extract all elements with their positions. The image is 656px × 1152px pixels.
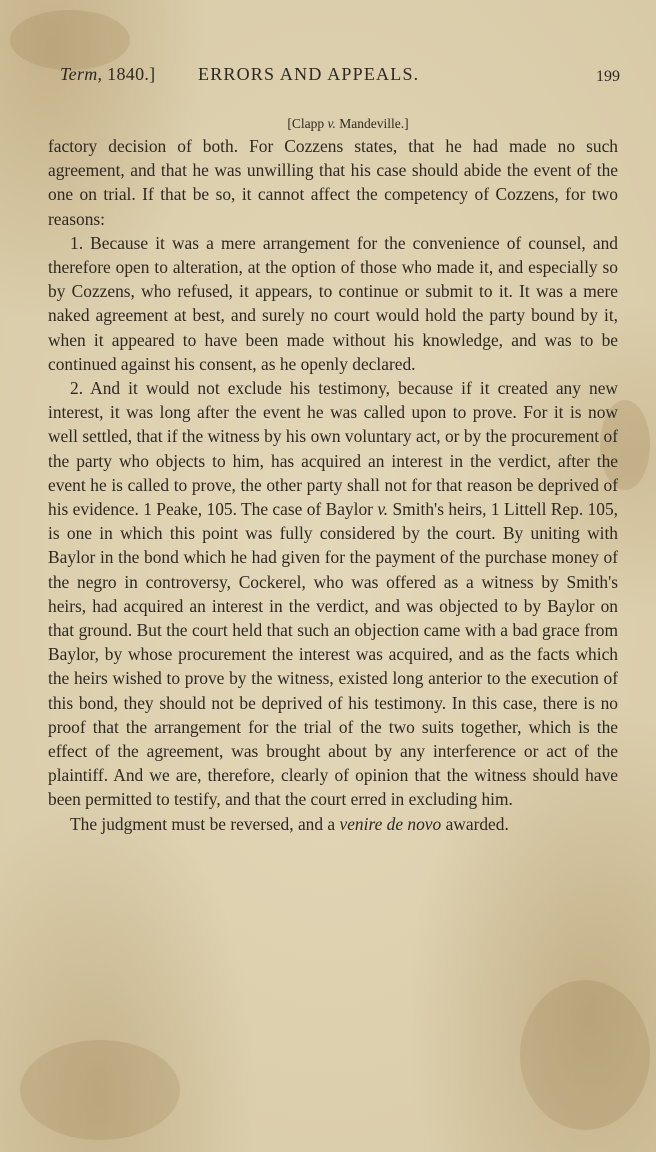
running-head — [60, 64, 620, 90]
court-name: ERRORS AND APPEALS. — [198, 64, 420, 84]
reason-two-part-b: Smith's heirs, 1 Littell Rep. 105, is one in which this point was fully considered by the court. By uniting with Baylor in the bond which he had given for the payment of the purchase money of the negro in controversy, Cockerel, who was offered as a witness by Smith's heirs, had acquired an interest in the verdict, and was objected to by Baylor on that ground. But the court held that such an objection came with a bad grace from Baylor, by whose procurement the interest was acquired, and as the facts which the heirs wished to prove by the witness, existed long anterior to the execution of this bond, they should not be deprived of his testimony. In this case, there is no proof that the arrangement for the trial of the two suits together, which is the effect of the agreement, was brought about by any interference or act of the plaintiff. And we are, therefore, clearly of opinion that the witness should have been permitted to testify, and that the court erred in excluding him. — [48, 499, 618, 810]
caption-defendant: Mandeville.] — [339, 116, 409, 131]
paper-stain — [20, 1040, 180, 1140]
term-year: 1840.] — [107, 64, 156, 84]
paragraph-judgment — [48, 812, 618, 836]
judgment-venire: venire de novo — [339, 813, 442, 834]
opinion-text — [48, 134, 618, 836]
case-caption — [0, 116, 656, 132]
term-label: Term, — [60, 64, 103, 84]
paper-stain — [520, 980, 650, 1130]
paper-stain — [10, 10, 130, 70]
page-number: 199 — [596, 68, 620, 85]
reason-two-part-a: 2. And it would not exclude his testimony, because if it created any new interest, it was long after the event he was called upon to prove. For it is now well settled, that if the witness by his own voluntary act, or by the procurement of the party who objects to him, has acquired an interest in the verdict, after the event he is called to prove, the other party shall not for that reason be deprived of his evidence. 1 Peake, 105. The case of Baylor — [48, 378, 618, 520]
paragraph-continuation: factory decision of both. For Cozzens states, that he had made no such agreement, and that he was unwilling that his case should abide the event of the one on trial. If that be so, it cannot affect the competency of Cozzens, for two reasons: — [48, 136, 618, 229]
reason-two-versus: v. — [377, 499, 389, 520]
caption-versus: v. — [327, 116, 336, 131]
paragraph-reason-two — [48, 376, 618, 812]
judgment-part-b: awarded. — [445, 813, 509, 834]
header-term — [60, 64, 155, 85]
paragraph-reason-one: 1. Because it was a mere arrangement for the convenience of counsel, and therefore open to alteration, at the option of those who made it, and especially so by Cozzens, who refused, it appears, to continue or submit to it. It was a mere naked agreement at best, and surely no court would hold the party bound by it, when it appeared to have been made without his knowledge, and was to be continued against his consent, as he openly declared. — [48, 232, 618, 374]
judgment-part-a: The judgment must be reversed, and a — [70, 813, 336, 834]
caption-plaintiff: [Clapp — [287, 116, 325, 131]
